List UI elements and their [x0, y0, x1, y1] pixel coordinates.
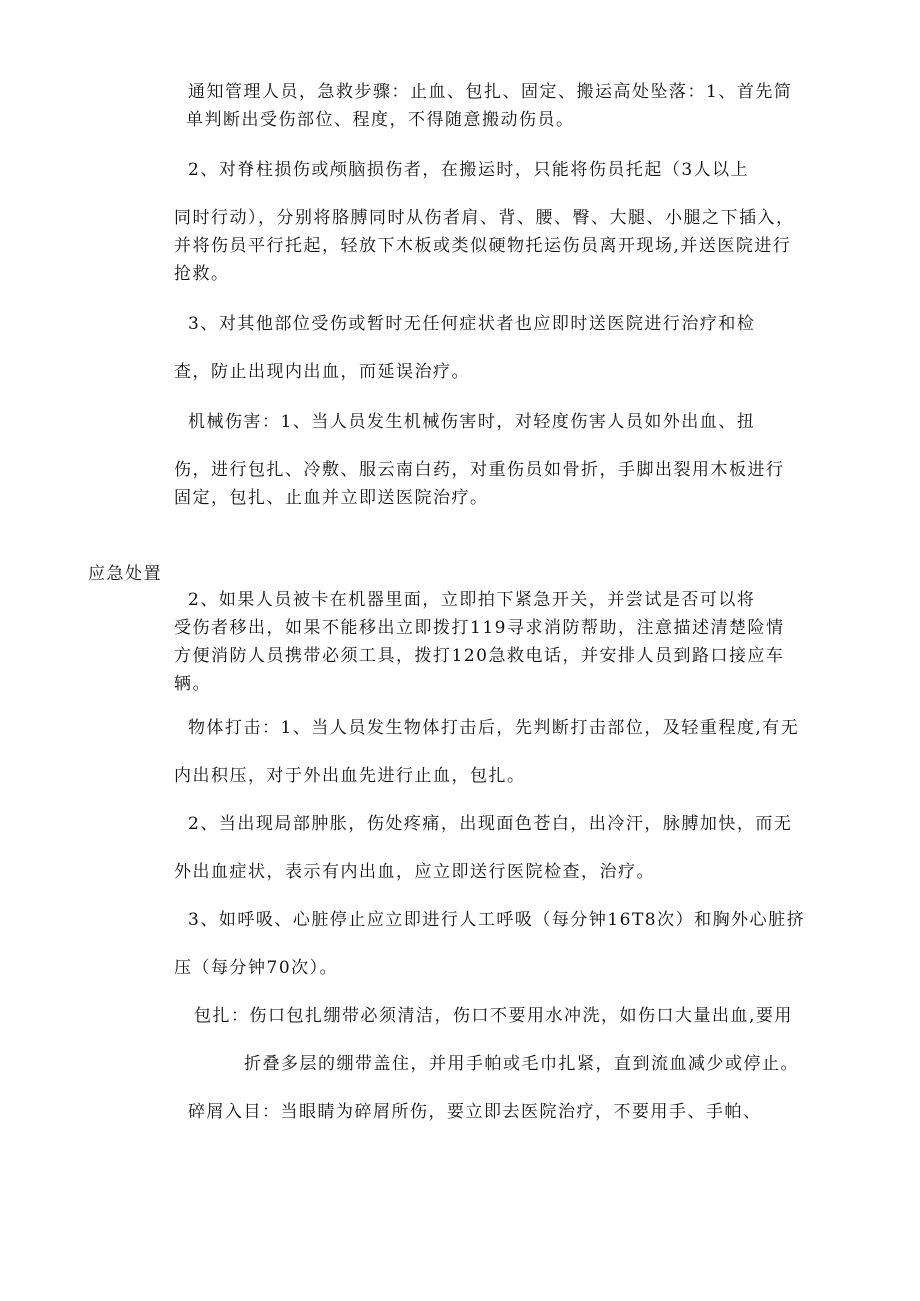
text-line-8: 查，防止出现内出血，而延误治疗。: [174, 362, 470, 382]
text-line-19: 外出血症状，表示有内出血，应立即送行医院检查，治疗。: [174, 862, 655, 882]
section-label: 应急处置: [88, 564, 162, 584]
text-line-4: 同时行动），分别将胳膊同时从伤者肩、背、腰、臀、大腿、小腿之下插入，: [174, 208, 795, 228]
text-line-7: 3、对其他部位受伤或暂时无任何症状者也应即时送医院进行治疗和检: [188, 314, 756, 334]
text-line-11: 固定，包扎、止血并立即送医院治疗。: [174, 488, 489, 508]
text-line-16: 物体打击：1、当人员发生物体打击后，先判断打击部位，及轻重程度,有无: [188, 718, 800, 738]
text-line-6: 抢救。: [174, 264, 230, 284]
text-line-18: 2、当出现局部肿胀，伤处疼痛，出现面色苍白，出冷汗，脉膊加快，而无: [188, 814, 793, 834]
text-line-21: 压（每分钟70次）。: [174, 958, 339, 978]
text-line-22: 包扎：伤口包扎绷带必须清洁，伤口不要用水冲洗，如伤口大量出血,要用: [194, 1006, 793, 1026]
text-line-12: 2、如果人员被卡在机器里面，立即拍下紧急开关，并尝试是否可以将: [188, 590, 756, 610]
text-line-14: 方便消防人员携带必须工具，拨打120急救电话，并安排人员到路口接应车: [174, 646, 785, 666]
text-line-2: 单判断出受伤部位、程度，不得随意搬动伤员。: [186, 110, 575, 130]
text-line-24: 碎屑入目：当眼睛为碎屑所伤，要立即去医院治疗，不要用手、手帕、: [188, 1102, 762, 1122]
text-line-5: 并将伤员平行托起，轻放下木板或类似硬物托运伤员离开现场,并送医院进行: [174, 236, 792, 256]
text-line-3: 2、对脊柱损伤或颅脑损伤者，在搬运时，只能将伤员托起（3人以上: [188, 160, 750, 180]
text-line-10: 伤，进行包扎、冷敷、服云南白药，对重伤员如骨折，手脚出裂用木板进行: [174, 460, 785, 480]
text-line-23: 折叠多层的绷带盖住，并用手帕或毛巾扎紧，直到流血减少或停止。: [244, 1054, 799, 1074]
text-line-20: 3、如呼吸、心脏停止应立即进行人工呼吸（每分钟16T8次）和胸外心脏挤: [188, 910, 806, 930]
text-line-1: 通知管理人员，急救步骤：止血、包扎、固定、搬运高处坠落：1、首先简: [188, 82, 793, 102]
text-line-15: 辆。: [174, 674, 211, 694]
text-line-17: 内出积压，对于外出血先进行止血，包扎。: [174, 766, 526, 786]
text-line-13: 受伤者移出，如果不能移出立即拨打119寻求消防帮助，注意描述清楚险情: [174, 618, 785, 638]
text-line-9: 机械伤害：1、当人员发生机械伤害时，对轻度伤害人员如外出血、扭: [188, 412, 756, 432]
